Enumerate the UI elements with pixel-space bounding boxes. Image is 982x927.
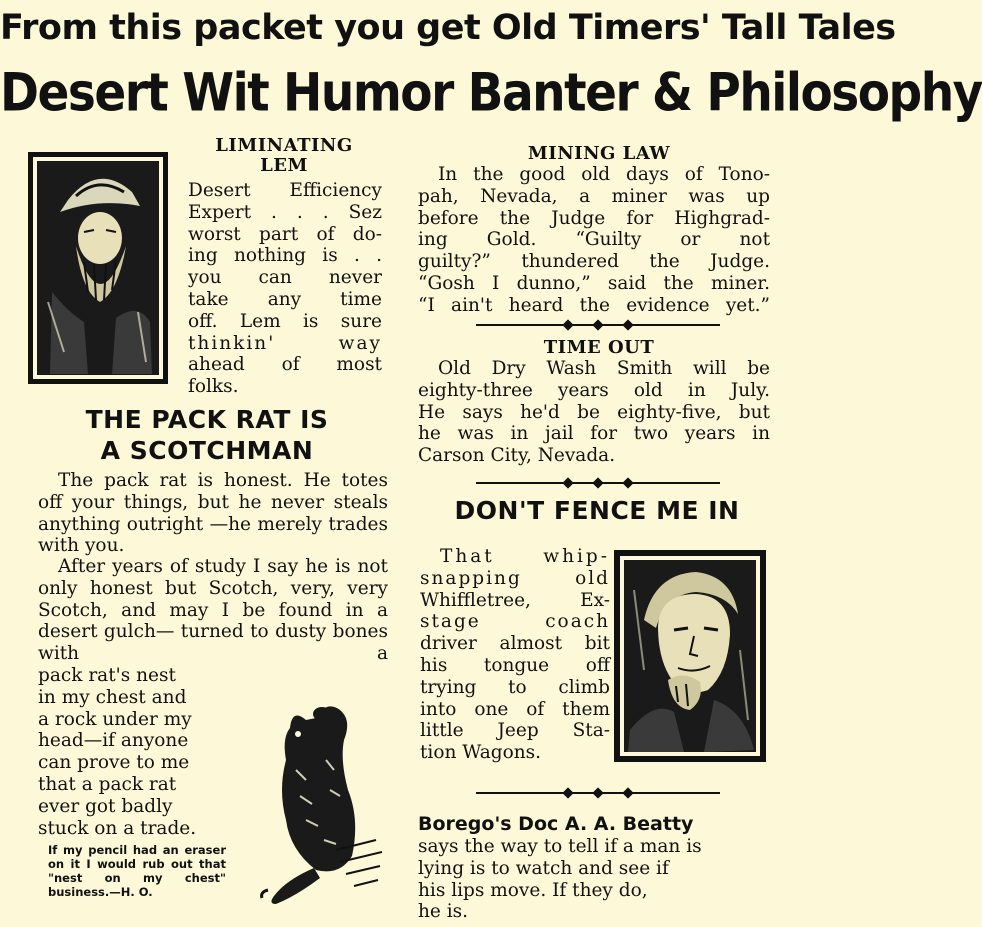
fence-line: That whip- — [440, 546, 610, 567]
fence-line: driver almost bit — [420, 633, 610, 655]
packrat-title — [44, 404, 370, 466]
lem-line: Desert Efficiency — [188, 180, 382, 201]
fence-story — [420, 546, 610, 764]
packrat-line: that a pack rat — [38, 773, 177, 795]
divider-diamond — [622, 787, 633, 798]
mining-line: “Gosh I dunno,” said the miner. — [418, 272, 770, 294]
mining-line: In the good old days of Tono- — [438, 164, 770, 185]
packrat-line: pack rat's nest — [38, 665, 176, 686]
packrat-line: a rock under my — [38, 708, 192, 730]
fence-title: DON'T FENCE ME IN — [454, 496, 740, 525]
divider-diamond — [562, 787, 573, 798]
mining-line: “I ain't heard the evidence yet.” — [418, 294, 770, 316]
lem-line: worst part of do- — [188, 223, 382, 245]
timeout-line: Old Dry Wash Smith will be — [438, 358, 770, 379]
mining-line: pah, Nevada, a miner was up — [418, 185, 770, 207]
fence-line: stage coach — [420, 611, 610, 633]
lem-line: you can never — [188, 267, 382, 289]
packrat-title-line-1: THE PACK RAT IS — [85, 405, 329, 434]
header-line-2: Desert Wit Humor Banter & Philosophy — [0, 62, 982, 124]
packrat-line: head—if anyone — [38, 730, 189, 752]
beatty-line: his lips move. If they do, — [418, 879, 648, 901]
lem-story — [188, 180, 382, 398]
divider-diamond — [622, 319, 633, 330]
whiffletree-woodcut-picture — [614, 550, 766, 762]
divider-diamond — [562, 477, 573, 488]
mining-line: guilty?” thundered the Judge. — [418, 251, 770, 273]
timeout-line: He says he'd be eighty-five, but — [418, 401, 770, 423]
packrat-narrow-text — [38, 665, 228, 839]
packrat-line: stuck on a trade. — [38, 817, 197, 839]
lem-line: take any time — [188, 288, 382, 310]
lem-line: thinkin' way — [188, 332, 382, 354]
packrat-line: in my chest and — [38, 686, 187, 708]
lem-line: ahead of most — [188, 354, 382, 376]
packrat-paragraph-1: The pack rat is honest. He totes off your things, but he never steals anything outright —he merely trades with you. — [38, 470, 388, 557]
packrat-line: can prove to me — [38, 752, 190, 774]
pack-rat-drawing — [256, 700, 388, 910]
lem-title-line-2: LEM — [260, 155, 308, 176]
divider-diamond — [622, 477, 633, 488]
mining-line: before the Judge for Highgrad- — [418, 207, 770, 229]
header-line-1: From this packet you get Old Timers' Tall Tales — [0, 8, 896, 48]
beatty-line: says the way to tell if a man is — [418, 836, 702, 857]
packrat-line: ever got badly — [38, 795, 173, 817]
fence-line: into one of them — [420, 698, 610, 720]
packrat-paragraph-2: After years of study I say he is not only honest but Scotch, very, very Scotch, and may I be found in a desert gulch— turned to dusty bones with a — [38, 556, 388, 665]
beatty-name: Borego's Doc A. A. Beatty — [418, 813, 694, 835]
divider-diamond — [592, 477, 603, 488]
fence-line: his tongue off — [420, 654, 610, 676]
beatty-line: lying is to watch and see if — [418, 857, 669, 879]
lem-title-line-1: LIMINATING — [215, 135, 353, 156]
divider-rule — [476, 792, 720, 794]
packrat-title-line-2: A SCOTCHMAN — [100, 436, 314, 465]
timeout-line: Carson City, Nevada. — [418, 445, 616, 467]
mining-line: ing Gold. “Guilty or not — [418, 229, 770, 251]
mining-story — [418, 164, 770, 317]
divider-diamond — [592, 787, 603, 798]
lem-line: Expert . . . Sez — [188, 201, 382, 223]
fence-line: trying to climb — [420, 676, 610, 698]
lem-line: ing nothing is . . — [188, 245, 382, 267]
divider-diamond — [592, 319, 603, 330]
fence-line: Whiffletree, Ex- — [420, 589, 610, 611]
timeout-story — [418, 358, 770, 467]
fence-line: little Jeep Sta- — [420, 720, 610, 742]
lem-title — [186, 136, 382, 176]
beatty-story — [418, 836, 776, 923]
timeout-title: TIME OUT — [543, 337, 655, 358]
lem-line: off. Lem is sure — [188, 310, 382, 332]
beatty-line: he is. — [418, 901, 469, 923]
fence-line: tion Wagons. — [420, 742, 541, 764]
timeout-line: he was in jail for two years in — [418, 423, 770, 445]
divider-rule — [476, 324, 720, 326]
packrat-footnote: If my pencil had an eraser on it I would rub out that "nest on my chest" business.—H. O. — [48, 843, 226, 899]
lem-line: folks. — [188, 376, 239, 398]
lem-woodcut-picture — [28, 152, 168, 384]
mining-title: MINING LAW — [527, 143, 671, 164]
divider-diamond — [562, 319, 573, 330]
fence-line: snapping old — [420, 567, 610, 589]
divider-rule — [476, 482, 720, 484]
timeout-line: eighty-three years old in July. — [418, 379, 770, 401]
